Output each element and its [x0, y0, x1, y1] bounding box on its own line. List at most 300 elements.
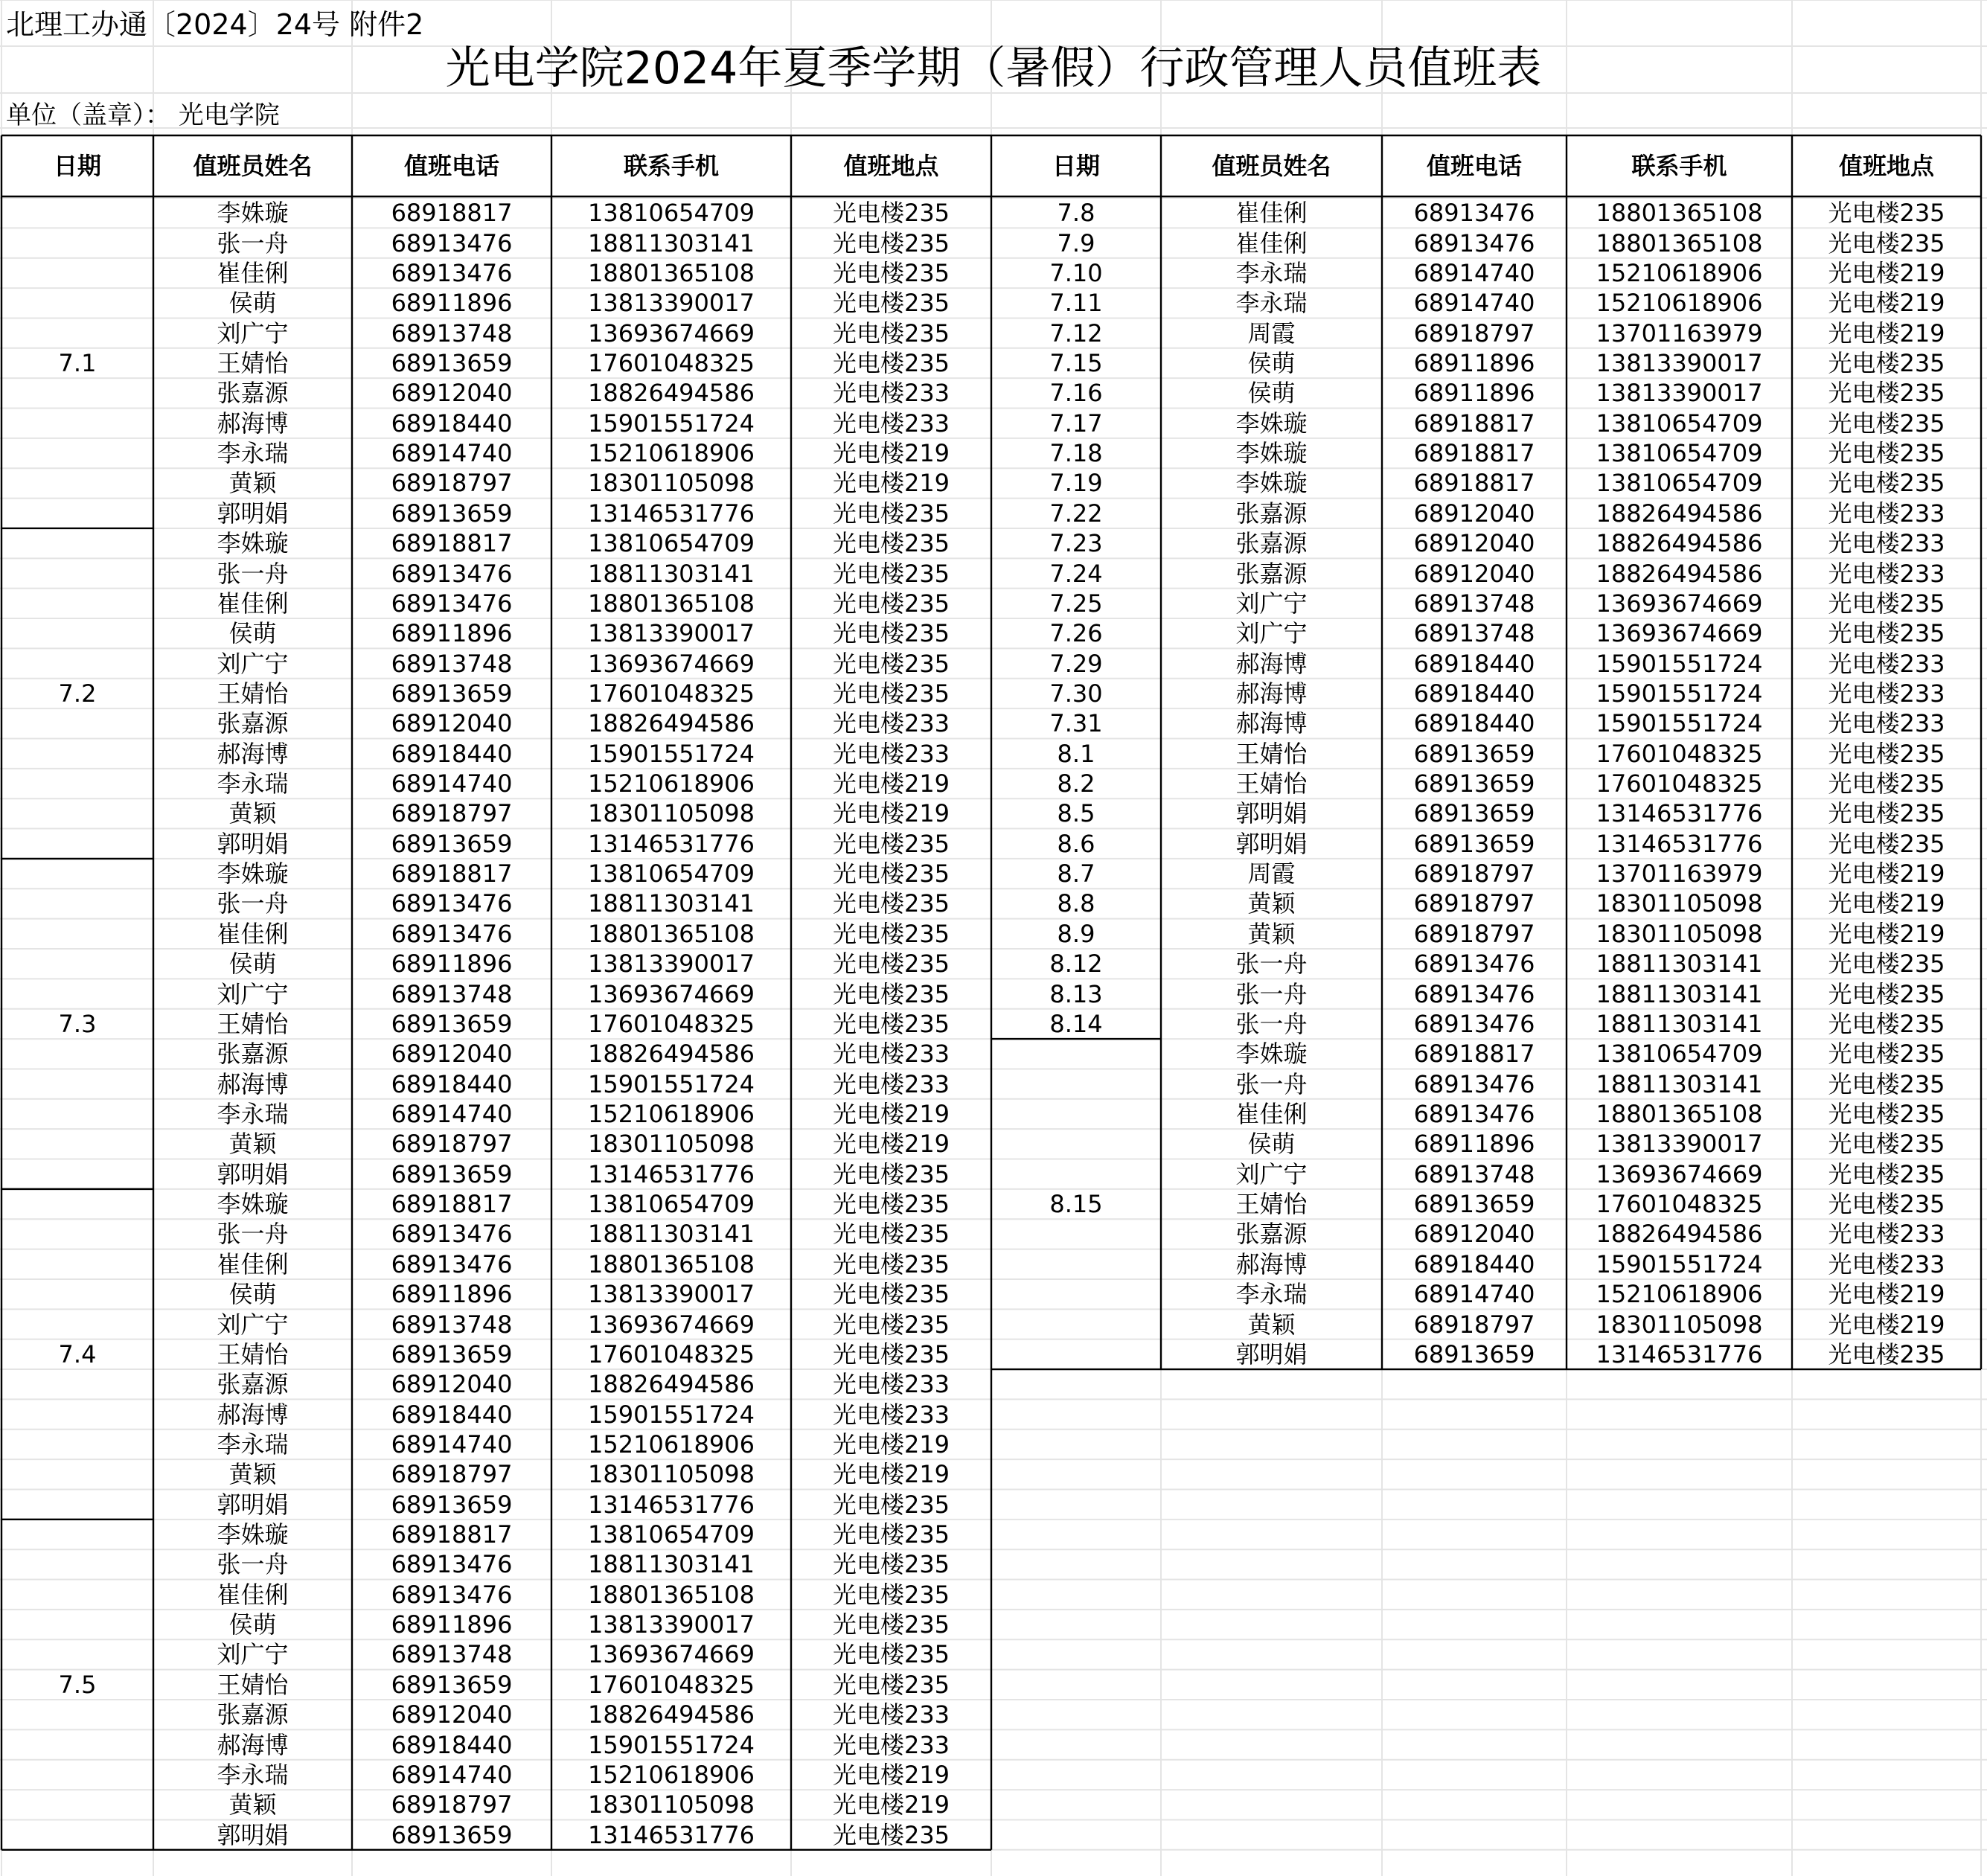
staff-name: 张一舟	[1235, 1009, 1308, 1038]
duty-location: 光电楼219	[1828, 1280, 1945, 1309]
mobile-phone: 18826494586	[1596, 559, 1763, 588]
duty-phone: 68914740	[1413, 289, 1535, 318]
mobile-phone: 18826494586	[1596, 1220, 1763, 1249]
staff-name: 崔佳俐	[217, 258, 289, 287]
duty-location: 光电楼235	[832, 829, 950, 858]
duty-phone: 68918440	[391, 409, 513, 438]
left-header-0: 日期	[53, 152, 101, 180]
staff-name: 侯萌	[1247, 348, 1296, 377]
duty-location: 光电楼235	[832, 318, 950, 348]
duty-phone: 68913659	[391, 1670, 513, 1699]
mobile-phone: 15210618906	[588, 1760, 755, 1789]
date-cell: 7.3	[58, 1009, 97, 1038]
date-cell: 8.14	[1049, 1009, 1103, 1038]
duty-location: 光电楼233	[832, 379, 950, 408]
staff-name: 郝海博	[1235, 709, 1308, 738]
duty-location: 光电楼235	[832, 979, 950, 1008]
duty-phone: 68913476	[1413, 199, 1535, 228]
duty-location: 光电楼233	[832, 709, 950, 738]
duty-location: 光电楼235	[832, 1550, 950, 1579]
mobile-phone: 18826494586	[588, 709, 755, 738]
mobile-phone: 18301105098	[588, 1130, 755, 1159]
left-header-3: 联系手机	[623, 152, 719, 180]
duty-location: 光电楼235	[1828, 199, 1945, 228]
mobile-phone: 18301105098	[588, 1790, 755, 1819]
staff-name: 刘广宁	[217, 1640, 289, 1669]
mobile-phone: 13810654709	[588, 1190, 755, 1219]
staff-name: 刘广宁	[217, 979, 289, 1008]
duty-location: 光电楼235	[832, 1190, 950, 1219]
date-cell: 8.13	[1049, 979, 1103, 1008]
mobile-phone: 13701163979	[1596, 318, 1763, 348]
duty-phone: 68912040	[391, 709, 513, 738]
mobile-phone: 18811303141	[1596, 979, 1763, 1008]
duty-phone: 68913476	[391, 589, 513, 618]
duty-location: 光电楼235	[832, 619, 950, 648]
mobile-phone: 13693674669	[588, 979, 755, 1008]
mobile-phone: 13693674669	[1596, 619, 1763, 648]
mobile-phone: 13813390017	[588, 1280, 755, 1309]
duty-location: 光电楼233	[832, 739, 950, 768]
duty-phone: 68913476	[1413, 950, 1535, 979]
duty-location: 光电楼233	[832, 1400, 950, 1429]
staff-name: 郝海博	[217, 739, 289, 768]
duty-phone: 68918797	[391, 1790, 513, 1819]
mobile-phone: 18826494586	[588, 1370, 755, 1399]
staff-name: 崔佳俐	[1235, 199, 1308, 228]
duty-location: 光电楼233	[1828, 499, 1945, 528]
mobile-phone: 13693674669	[588, 649, 755, 678]
mobile-phone: 18811303141	[1596, 1009, 1763, 1038]
mobile-phone: 13813390017	[1596, 379, 1763, 408]
duty-location: 光电楼235	[1828, 1339, 1945, 1368]
duty-phone: 68918797	[391, 1130, 513, 1159]
duty-phone: 68918797	[391, 799, 513, 828]
date-cell: 7.26	[1049, 619, 1103, 648]
mobile-phone: 13813390017	[1596, 1130, 1763, 1159]
mobile-phone: 17601048325	[1596, 1190, 1763, 1219]
staff-name: 张一舟	[217, 228, 289, 257]
duty-location: 光电楼233	[832, 1700, 950, 1729]
page-title: 光电学院2024年夏季学期（暑假）行政管理人员值班表	[445, 42, 1542, 95]
mobile-phone: 18801365108	[1596, 199, 1763, 228]
mobile-phone: 18826494586	[588, 1700, 755, 1729]
date-cell: 7.15	[1049, 348, 1103, 377]
duty-phone: 68913476	[391, 919, 513, 948]
duty-phone: 68912040	[391, 1700, 513, 1729]
staff-name: 刘广宁	[217, 318, 289, 348]
staff-name: 郝海博	[217, 1069, 289, 1098]
duty-phone: 68913748	[391, 979, 513, 1008]
duty-phone: 68911896	[391, 1610, 513, 1639]
duty-location: 光电楼219	[832, 1430, 950, 1459]
staff-name: 张嘉源	[217, 1700, 289, 1729]
mobile-phone: 13810654709	[588, 529, 755, 558]
mobile-phone: 15210618906	[588, 1430, 755, 1459]
mobile-phone: 15901551724	[1596, 709, 1763, 738]
date-cell: 7.19	[1049, 469, 1103, 498]
duty-location: 光电楼235	[832, 289, 950, 318]
duty-phone: 68914740	[391, 1430, 513, 1459]
staff-name: 李姝璇	[217, 199, 289, 228]
duty-location: 光电楼233	[832, 1040, 950, 1069]
mobile-phone: 17601048325	[588, 1009, 755, 1038]
duty-phone: 68918817	[391, 1190, 513, 1219]
duty-location: 光电楼219	[832, 439, 950, 468]
duty-phone: 68918817	[391, 1520, 513, 1549]
staff-name: 郭明娟	[217, 829, 289, 858]
duty-phone: 68913659	[391, 679, 513, 708]
duty-location: 光电楼219	[1828, 889, 1945, 918]
duty-phone: 68914740	[1413, 258, 1535, 287]
mobile-phone: 13693674669	[1596, 1159, 1763, 1188]
right-header-1: 值班员姓名	[1212, 152, 1331, 180]
mobile-phone: 18301105098	[588, 799, 755, 828]
staff-name: 张嘉源	[1235, 1220, 1308, 1249]
mobile-phone: 18826494586	[588, 379, 755, 408]
mobile-phone: 15210618906	[588, 1099, 755, 1128]
duty-phone: 68913748	[1413, 619, 1535, 648]
date-cell: 8.8	[1057, 889, 1095, 918]
staff-name: 侯萌	[228, 1280, 277, 1309]
duty-phone: 68913476	[1413, 979, 1535, 1008]
staff-name: 李永瑞	[217, 769, 289, 798]
staff-name: 黄颖	[228, 1460, 277, 1489]
mobile-phone: 15901551724	[588, 739, 755, 768]
right-header-0: 日期	[1052, 152, 1100, 180]
duty-location: 光电楼235	[1828, 1099, 1945, 1128]
right-header-2: 值班电话	[1426, 152, 1522, 180]
mobile-phone: 13146531776	[588, 829, 755, 858]
staff-name: 张嘉源	[217, 1040, 289, 1069]
duty-phone: 68918797	[1413, 919, 1535, 948]
duty-location: 光电楼233	[1828, 709, 1945, 738]
duty-phone: 68913748	[391, 1640, 513, 1669]
duty-phone: 68918817	[391, 199, 513, 228]
staff-name: 张嘉源	[217, 709, 289, 738]
mobile-phone: 15901551724	[1596, 679, 1763, 708]
date-cell: 7.9	[1057, 228, 1095, 257]
mobile-phone: 18301105098	[1596, 1310, 1763, 1339]
mobile-phone: 13810654709	[588, 199, 755, 228]
date-cell: 7.4	[58, 1339, 97, 1368]
duty-phone: 68913659	[391, 348, 513, 377]
staff-name: 李姝璇	[1235, 1040, 1308, 1069]
mobile-phone: 18811303141	[1596, 950, 1763, 979]
duty-location: 光电楼219	[832, 1130, 950, 1159]
left-header-2: 值班电话	[403, 152, 499, 180]
duty-location: 光电楼233	[1828, 529, 1945, 558]
duty-location: 光电楼235	[832, 199, 950, 228]
duty-location: 光电楼235	[832, 1610, 950, 1639]
duty-location: 光电楼219	[832, 799, 950, 828]
duty-phone: 68918440	[391, 1730, 513, 1759]
duty-location: 光电楼235	[832, 889, 950, 918]
staff-name: 崔佳俐	[217, 589, 289, 618]
staff-name: 侯萌	[228, 1610, 277, 1639]
duty-phone: 68913659	[391, 1159, 513, 1188]
duty-location: 光电楼219	[832, 1790, 950, 1819]
duty-phone: 68918817	[391, 859, 513, 889]
duty-location: 光电楼235	[832, 529, 950, 558]
staff-name: 王婧怡	[1235, 1190, 1308, 1219]
duty-phone: 68913659	[1413, 1339, 1535, 1368]
mobile-phone: 13146531776	[588, 499, 755, 528]
staff-name: 王婧怡	[217, 1339, 289, 1368]
duty-phone: 68913476	[391, 559, 513, 588]
duty-phone: 68912040	[1413, 559, 1535, 588]
duty-phone: 68913659	[1413, 799, 1535, 828]
mobile-phone: 18801365108	[588, 589, 755, 618]
duty-location: 光电楼219	[832, 769, 950, 798]
unit-label: 单位（盖章）： 光电学院	[6, 100, 280, 130]
mobile-phone: 13813390017	[588, 619, 755, 648]
staff-name: 黄颖	[1247, 919, 1296, 948]
staff-name: 李永瑞	[217, 439, 289, 468]
staff-name: 张一舟	[217, 889, 289, 918]
staff-name: 王婧怡	[217, 1670, 289, 1699]
duty-location: 光电楼235	[832, 589, 950, 618]
left-header-1: 值班员姓名	[193, 152, 313, 180]
mobile-phone: 15210618906	[588, 439, 755, 468]
staff-name: 李姝璇	[217, 1520, 289, 1549]
duty-phone: 68912040	[391, 1370, 513, 1399]
staff-name: 侯萌	[228, 950, 277, 979]
duty-phone: 68913659	[1413, 739, 1535, 768]
mobile-phone: 17601048325	[588, 1670, 755, 1699]
duty-phone: 68918797	[391, 1460, 513, 1489]
duty-phone: 68913476	[391, 1220, 513, 1249]
mobile-phone: 15901551724	[588, 1730, 755, 1759]
mobile-phone: 13810654709	[1596, 1040, 1763, 1069]
staff-name: 郝海博	[1235, 649, 1308, 678]
duty-phone: 68918797	[1413, 1310, 1535, 1339]
duty-phone: 68913476	[1413, 1099, 1535, 1128]
left-header-4: 值班地点	[843, 152, 939, 180]
duty-location: 光电楼219	[832, 1099, 950, 1128]
duty-location: 光电楼235	[832, 1280, 950, 1309]
mobile-phone: 15210618906	[1596, 258, 1763, 287]
duty-phone: 68914740	[1413, 1280, 1535, 1309]
date-cell: 7.25	[1049, 589, 1103, 618]
mobile-phone: 18811303141	[588, 1220, 755, 1249]
duty-location: 光电楼219	[1828, 318, 1945, 348]
duty-phone: 68918817	[1413, 409, 1535, 438]
staff-name: 郭明娟	[217, 1159, 289, 1188]
staff-name: 王婧怡	[217, 679, 289, 708]
mobile-phone: 15901551724	[1596, 1249, 1763, 1278]
mobile-phone: 18301105098	[588, 469, 755, 498]
staff-name: 郝海博	[217, 1730, 289, 1759]
duty-phone: 68913659	[391, 1820, 513, 1849]
staff-name: 郝海博	[217, 1400, 289, 1429]
duty-phone: 68914740	[391, 439, 513, 468]
duty-phone: 68914740	[391, 1099, 513, 1128]
duty-phone: 68918440	[391, 1400, 513, 1429]
staff-name: 李姝璇	[217, 529, 289, 558]
staff-name: 张一舟	[217, 559, 289, 588]
mobile-phone: 18801365108	[1596, 1099, 1763, 1128]
mobile-phone: 18801365108	[588, 919, 755, 948]
staff-name: 郭明娟	[1235, 1339, 1308, 1368]
duty-location: 光电楼235	[1828, 1009, 1945, 1038]
mobile-phone: 15210618906	[588, 769, 755, 798]
date-cell: 8.1	[1057, 739, 1095, 768]
staff-name: 李永瑞	[1235, 258, 1308, 287]
staff-name: 郝海博	[1235, 679, 1308, 708]
mobile-phone: 18801365108	[1596, 228, 1763, 257]
duty-location: 光电楼233	[1828, 679, 1945, 708]
mobile-phone: 13810654709	[588, 859, 755, 889]
staff-name: 王婧怡	[217, 1009, 289, 1038]
duty-phone: 68918440	[391, 739, 513, 768]
duty-phone: 68918817	[1413, 439, 1535, 468]
staff-name: 崔佳俐	[1235, 1099, 1308, 1128]
duty-location: 光电楼235	[1828, 1190, 1945, 1219]
duty-phone: 68914740	[391, 769, 513, 798]
staff-name: 张嘉源	[1235, 559, 1308, 588]
duty-location: 光电楼235	[832, 1310, 950, 1339]
mobile-phone: 17601048325	[1596, 769, 1763, 798]
duty-location: 光电楼235	[1828, 1040, 1945, 1069]
staff-name: 侯萌	[228, 619, 277, 648]
duty-location: 光电楼235	[832, 499, 950, 528]
duty-location: 光电楼235	[832, 1520, 950, 1549]
date-cell: 7.22	[1049, 499, 1103, 528]
duty-location: 光电楼233	[1828, 1220, 1945, 1249]
date-cell: 7.30	[1049, 679, 1103, 708]
duty-phone: 68918797	[1413, 318, 1535, 348]
date-cell: 7.17	[1049, 409, 1103, 438]
mobile-phone: 13146531776	[588, 1490, 755, 1519]
mobile-phone: 18801365108	[588, 258, 755, 287]
mobile-phone: 13693674669	[588, 1310, 755, 1339]
duty-location: 光电楼235	[832, 919, 950, 948]
staff-name: 王婧怡	[1235, 739, 1308, 768]
staff-name: 刘广宁	[1235, 589, 1308, 618]
duty-phone: 68913476	[391, 1580, 513, 1609]
duty-location: 光电楼219	[832, 1760, 950, 1789]
mobile-phone: 13693674669	[1596, 589, 1763, 618]
staff-name: 张嘉源	[1235, 529, 1308, 558]
duty-location: 光电楼219	[832, 469, 950, 498]
duty-location: 光电楼233	[832, 1069, 950, 1098]
duty-location: 光电楼235	[832, 950, 950, 979]
staff-name: 李姝璇	[217, 859, 289, 889]
duty-location: 光电楼233	[832, 1730, 950, 1759]
duty-location: 光电楼235	[1828, 619, 1945, 648]
mobile-phone: 13810654709	[588, 1520, 755, 1549]
duty-phone: 68918797	[391, 469, 513, 498]
duty-phone: 68913476	[391, 258, 513, 287]
staff-name: 郭明娟	[1235, 799, 1308, 828]
staff-name: 郭明娟	[1235, 829, 1308, 858]
duty-location: 光电楼235	[832, 348, 950, 377]
date-cell: 7.2	[58, 679, 97, 708]
duty-phone: 68911896	[1413, 379, 1535, 408]
mobile-phone: 18301105098	[1596, 889, 1763, 918]
staff-name: 郭明娟	[217, 1820, 289, 1849]
duty-location: 光电楼235	[1828, 589, 1945, 618]
date-cell: 7.12	[1049, 318, 1103, 348]
staff-name: 侯萌	[1247, 1130, 1296, 1159]
staff-name: 周霞	[1247, 859, 1296, 889]
duty-location: 光电楼235	[1828, 439, 1945, 468]
date-cell: 7.8	[1057, 199, 1095, 228]
staff-name: 李永瑞	[217, 1430, 289, 1459]
duty-location: 光电楼235	[832, 1249, 950, 1278]
mobile-phone: 13813390017	[588, 289, 755, 318]
date-cell: 7.16	[1049, 379, 1103, 408]
staff-name: 黄颖	[228, 1130, 277, 1159]
mobile-phone: 17601048325	[588, 348, 755, 377]
duty-location: 光电楼235	[832, 1640, 950, 1669]
duty-phone: 68913659	[391, 499, 513, 528]
duty-phone: 68913476	[1413, 228, 1535, 257]
duty-location: 光电楼235	[1828, 228, 1945, 257]
duty-location: 光电楼235	[1828, 1159, 1945, 1188]
mobile-phone: 17601048325	[588, 1339, 755, 1368]
duty-location: 光电楼235	[1828, 1130, 1945, 1159]
duty-location: 光电楼235	[1828, 769, 1945, 798]
mobile-phone: 13146531776	[1596, 829, 1763, 858]
mobile-phone: 13146531776	[1596, 1339, 1763, 1368]
duty-location: 光电楼235	[1828, 829, 1945, 858]
date-cell: 8.2	[1057, 769, 1095, 798]
duty-phone: 68913748	[391, 649, 513, 678]
document-number: 北理工办通〔2024〕24号 附件2	[6, 8, 424, 41]
duty-location: 光电楼235	[1828, 950, 1945, 979]
mobile-phone: 13146531776	[588, 1820, 755, 1849]
mobile-phone: 13693674669	[588, 1640, 755, 1669]
mobile-phone: 18301105098	[588, 1460, 755, 1489]
duty-phone: 68912040	[1413, 1220, 1535, 1249]
duty-phone: 68913659	[1413, 1190, 1535, 1219]
mobile-phone: 18826494586	[588, 1040, 755, 1069]
staff-name: 周霞	[1247, 318, 1296, 348]
staff-name: 李姝璇	[1235, 439, 1308, 468]
staff-name: 黄颖	[1247, 889, 1296, 918]
duty-location: 光电楼219	[1828, 1310, 1945, 1339]
staff-name: 王婧怡	[1235, 769, 1308, 798]
duty-location: 光电楼235	[832, 1220, 950, 1249]
duty-phone: 68918797	[1413, 889, 1535, 918]
mobile-phone: 15210618906	[1596, 289, 1763, 318]
duty-phone: 68913748	[391, 318, 513, 348]
staff-name: 张一舟	[1235, 1069, 1308, 1098]
staff-name: 郝海博	[217, 409, 289, 438]
mobile-phone: 18801365108	[588, 1580, 755, 1609]
mobile-phone: 18811303141	[588, 889, 755, 918]
date-cell: 8.5	[1057, 799, 1095, 828]
staff-name: 郭明娟	[217, 499, 289, 528]
staff-name: 张一舟	[1235, 950, 1308, 979]
staff-name: 刘广宁	[217, 649, 289, 678]
duty-location: 光电楼235	[832, 1490, 950, 1519]
duty-phone: 68918797	[1413, 859, 1535, 889]
staff-name: 李永瑞	[1235, 289, 1308, 318]
duty-phone: 68913748	[1413, 589, 1535, 618]
staff-name: 崔佳俐	[1235, 228, 1308, 257]
duty-location: 光电楼235	[1828, 1069, 1945, 1098]
staff-name: 李姝璇	[217, 1190, 289, 1219]
date-cell: 7.11	[1049, 289, 1103, 318]
staff-name: 张一舟	[217, 1220, 289, 1249]
right-header-3: 联系手机	[1631, 152, 1727, 180]
duty-phone: 68913476	[391, 1550, 513, 1579]
duty-phone: 68913476	[391, 889, 513, 918]
duty-location: 光电楼219	[1828, 289, 1945, 318]
